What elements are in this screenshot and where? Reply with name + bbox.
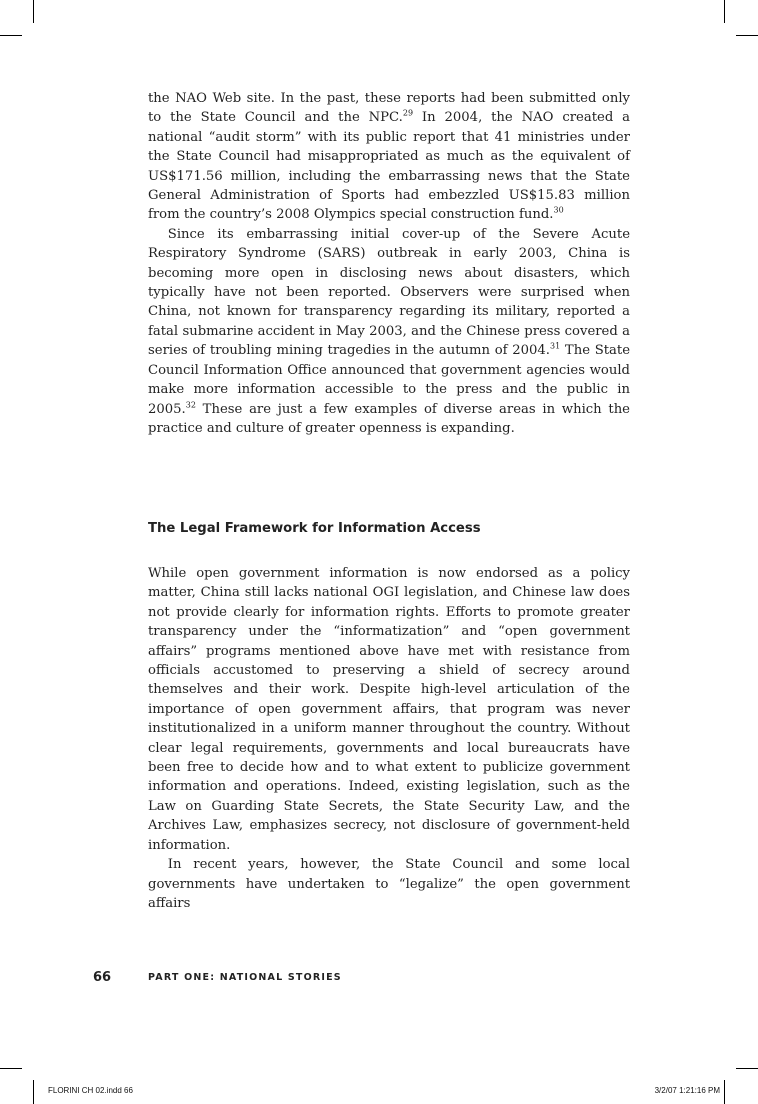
- crop-mark-bottom-left-horizontal: [0, 1068, 22, 1069]
- crop-mark-bottom-left-vertical: [33, 1080, 34, 1104]
- paragraph-4: In recent years, however, the State Council and some local governments have undertaken to “legalize” the open government affairs: [148, 857, 630, 911]
- footnote-ref: 30: [553, 206, 564, 216]
- body-text-upper: [148, 89, 630, 438]
- paragraph-2: Since its embarrassing initial cover-up of the Severe Acute Respiratory Syndrome (SARS) outbreak in early 2003, China is becoming more open in disclosing news about disasters, which typically have not been reported. Observers were surprised when China, not known for transparency regarding its military, reported a fatal submarine accident in May 2003, and the Chinese press covered a series of troubling mining tragedies in the autumn of 2004.31 The State Council Information Office announced that government agencies would make more information accessible to the press and the public in 2005.32 These are just a few examples of diverse areas in which the practice and culture of greater openness is expanding.: [148, 226, 631, 436]
- crop-mark-top-left-vertical: [33, 0, 34, 23]
- body-text-lower: [148, 564, 630, 913]
- footnote-ref: 31: [550, 341, 561, 351]
- crop-mark-top-left-horizontal: [0, 35, 22, 36]
- crop-mark-bottom-right-horizontal: [736, 1068, 758, 1069]
- crop-mark-top-right-horizontal: [736, 35, 758, 36]
- page-number: 66: [93, 970, 112, 985]
- section-heading: The Legal Framework for Information Access: [148, 521, 481, 536]
- footnote-ref: 29: [402, 109, 414, 119]
- footnote-ref: 32: [185, 400, 196, 410]
- slug-timestamp: 3/2/07 1:21:16 PM: [654, 1086, 720, 1095]
- paragraph-3: While open government information is now endorsed as a policy matter, China still lacks national OGI legislation, and Chinese law does not provide clearly for information rights. Efforts to promote greater transparency under the “informatization” and “open government affairs” programs mentioned above have met with resistance from officials accustomed to preserving a shield of secrecy around themselves and their work. Despite high-level articulation of the importance of open government affairs, that program was never institutionalized in a uniform manner throughout the country. Without clear legal requirements, governments and local bureaucrats have been free to decide how and to what extent to publicize government information and operations. Indeed, existing legislation, such as the Law on Guarding State Secrets, the State Security Law, and the Archives Law, emphasizes secrecy, not disclosure of government-held information.: [148, 566, 630, 853]
- running-head: PART ONE: NATIONAL STORIES: [148, 972, 342, 983]
- crop-mark-top-right-vertical: [724, 0, 725, 23]
- crop-mark-bottom-right-vertical: [724, 1080, 725, 1104]
- slug-file-info: FLORINI CH 02.indd 66: [48, 1086, 133, 1095]
- paragraph-1: the NAO Web site. In the past, these reports had been submitted only to the State Council and the NPC.$^{29}$ In 2004, the NAO created a national “audit storm” with its public report that 41 ministries under the State Council had misappropriated as much as the equivalent of US$171.56 million, including the embarrassing news that the State General Administration of Sports had embezzled US$15.83 million from the country’s 2008 Olympics special construction fund.$^{30}$: [148, 91, 630, 223]
